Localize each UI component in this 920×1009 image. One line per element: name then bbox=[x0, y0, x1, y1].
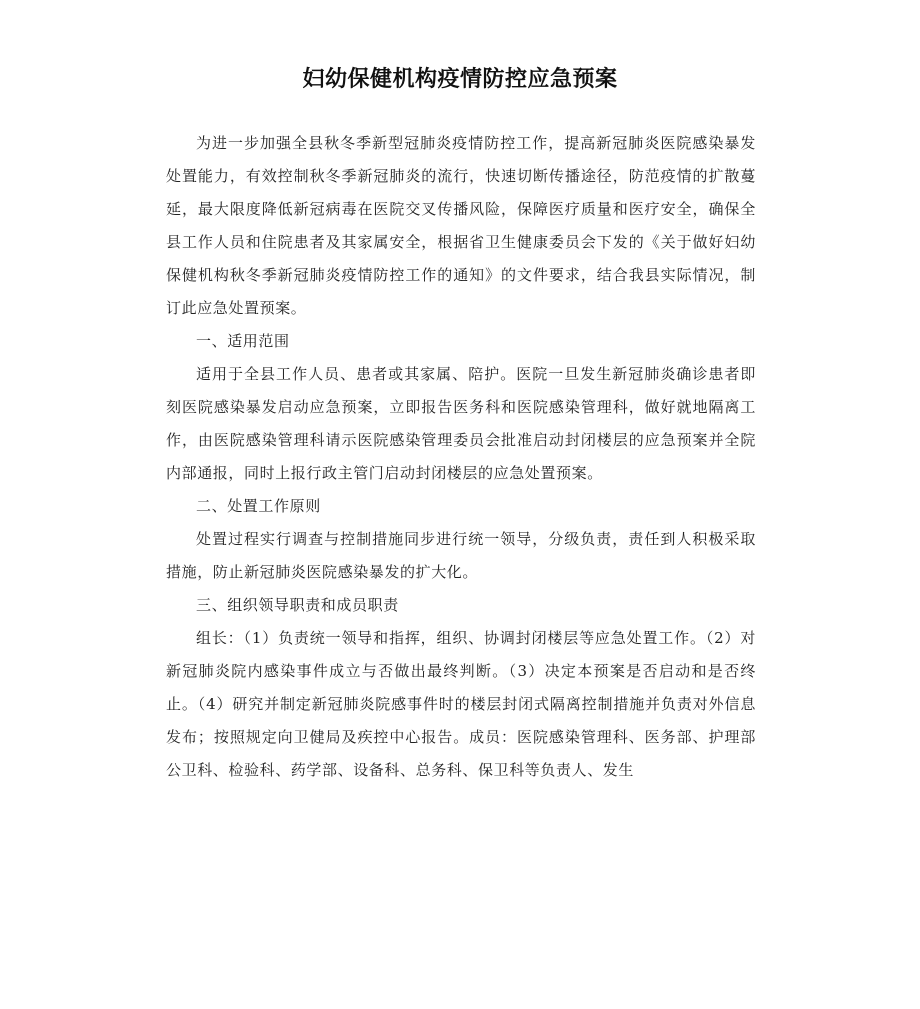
section-heading-organization: 三、组织领导职责和成员职责 bbox=[196, 596, 399, 614]
intro-paragraph: 为进一步加强全县秋冬季新型冠肺炎疫情防控工作，提高新冠肺炎医院感染暴发处置能力，有效控制秋冬季新冠肺炎的流行，快速切断传播途径，防范疫情的扩散蔓延，最大限度降低新冠病毒在医院交叉传播风险，保障医疗质量和医疗安全，确保全县工作人员和住院患者及其家属安全，根据省卫生健康委员会下发的《关于做好妇幼保健机构秋冬季新冠肺炎疫情防控工作的通知》的文件要求，结合我县实际情况，制订此应急处置预案。 bbox=[166, 134, 756, 317]
document-title: 妇幼保健机构疫情防控应急预案 bbox=[302, 67, 618, 92]
document-body bbox=[166, 127, 756, 787]
section-heading-scope: 一、适用范围 bbox=[196, 332, 290, 350]
organization-paragraph: 组长：（1）负责统一领导和指挥，组织、协调封闭楼层等应急处置工作。（2）对新冠肺炎院内感染事件成立与否做出最终判断。（3）决定本预案是否启动和是否终止。（4）研究并制定新冠肺炎院感事件时的楼层封闭式隔离控制措施并负责对外信息发布；按照规定向卫健局及疾控中心报告。成员：医院感染管理科、医务部、护理部公卫科、检验科、药学部、设备科、总务科、保卫科等负责人、发生 bbox=[166, 629, 756, 779]
principles-paragraph: 处置过程实行调查与控制措施同步进行统一领导，分级负责，责任到人积极采取措施，防止新冠肺炎医院感染暴发的扩大化。 bbox=[166, 530, 756, 581]
scope-paragraph: 适用于全县工作人员、患者或其家属、陪护。医院一旦发生新冠肺炎确诊患者即刻医院感染暴发启动应急预案，立即报告医务科和医院感染管理科，做好就地隔离工作，由医院感染管理科请示医院感染管理委员会批准启动封闭楼层的应急预案并全院内部通报，同时上报行政主管门启动封闭楼层的应急处置预案。 bbox=[166, 365, 756, 482]
section-heading-principles: 二、处置工作原则 bbox=[196, 497, 321, 515]
